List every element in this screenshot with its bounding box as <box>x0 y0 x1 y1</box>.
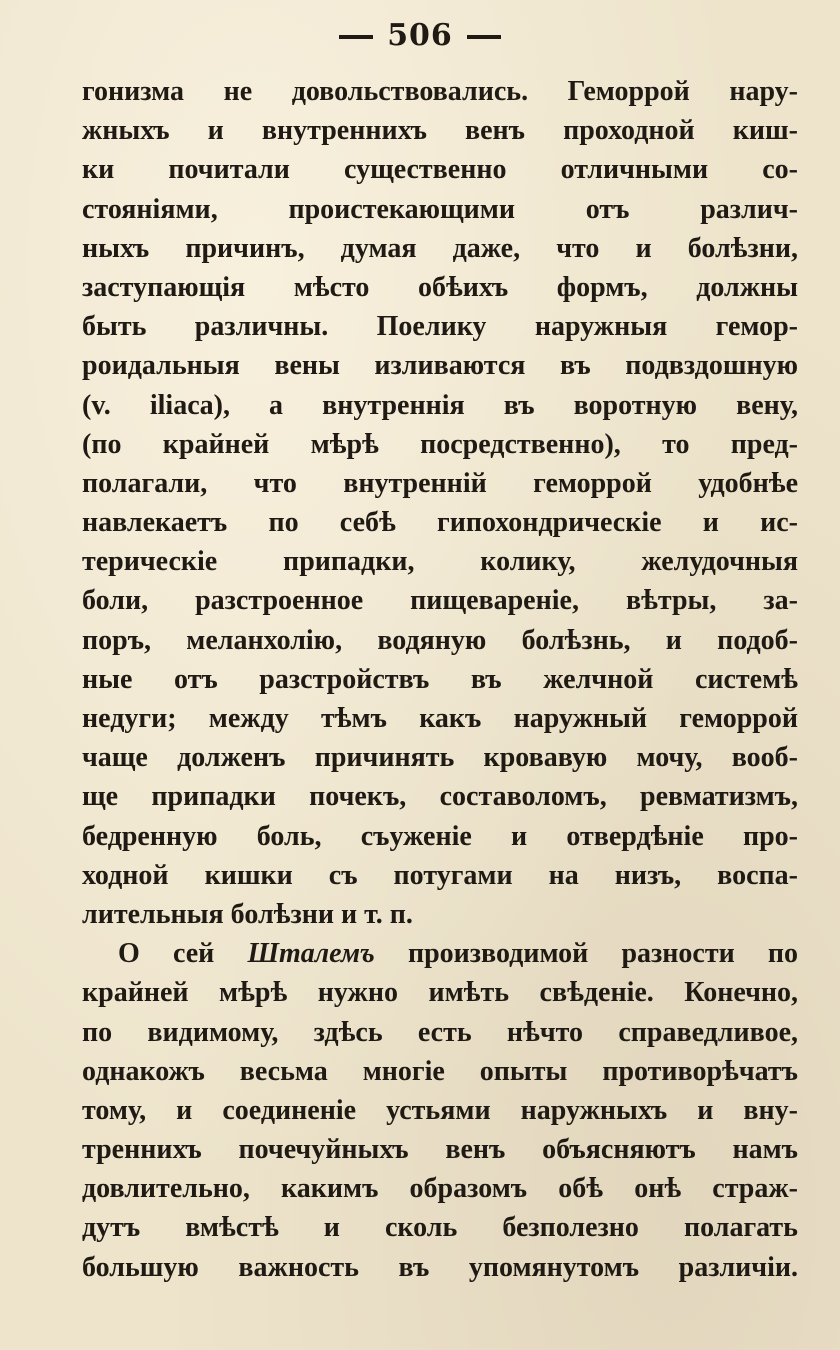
paragraph-2 <box>82 934 798 1287</box>
header-dash-right <box>467 35 501 39</box>
text-line: ные отъ разстройствъ въ желчной системѣ <box>82 663 798 695</box>
text-line: довлительно, какимъ образомъ обѣ онѣ страж- <box>82 1173 798 1205</box>
author-name: Шталемъ <box>247 938 375 970</box>
header-dash-left <box>339 35 373 39</box>
text-line: ныхъ причинъ, думая даже, что и болѣзни, <box>82 232 798 264</box>
text-line: гонизма не довольствовались. Геморрой нару- <box>82 76 798 107</box>
text-line: крайней мѣрѣ нужно имѣть свѣденіе. Конечно, <box>82 977 798 1009</box>
text-line: ще припадки почекъ, составоломъ, ревматизмъ, <box>82 781 798 813</box>
text-line-first <box>82 934 798 973</box>
text-line: роидальныя вены изливаются въ подвздошную <box>82 350 798 382</box>
text-line: дутъ вмѣстѣ и сколь безполезно полагать <box>82 1212 798 1244</box>
text-line: недуги; между тѣмъ какъ наружный геморрой <box>82 703 798 734</box>
text-line: лительныя болѣзни и т. п. <box>82 898 413 930</box>
text-line: поръ, меланхолію, водяную болѣзнь, и подоб- <box>82 624 798 656</box>
text-line: (по крайней мѣрѣ посредственно), то пред- <box>82 428 798 460</box>
text-line: боли, разстроенное пищевареніе, вѣтры, за- <box>82 585 798 617</box>
text-line: (v. iliaca), а внутреннія въ воротную вену, <box>82 389 798 421</box>
text-line: полагали, что внутренній геморрой удобнѣе <box>82 467 798 499</box>
text-run: производимой разности по <box>374 938 798 970</box>
text-line: чаще долженъ причинять кровавую мочу, вооб- <box>82 742 798 774</box>
text-line: навлекаетъ по себѣ гипохондрическіе и ис- <box>82 507 798 539</box>
text-line: ки почитали существенно отличными со- <box>82 154 798 186</box>
text-line: быть различны. Поелику наружныя гемор- <box>82 311 798 343</box>
page-number: 506 <box>387 18 453 53</box>
text-line: однакожъ весьма многіе опыты противорѣчатъ <box>82 1055 798 1087</box>
page-text <box>82 72 798 1287</box>
text-line: заступающія мѣсто обѣихъ формъ, должны <box>82 271 798 303</box>
text-line: по видимому, здѣсь есть нѣчто справедливое, <box>82 1016 798 1048</box>
text-line: ходной кишки съ потугами на низъ, воспа- <box>82 859 798 891</box>
text-line: стояніями, проистекающими отъ различ- <box>82 193 798 225</box>
paragraph-1 <box>82 72 798 934</box>
text-line: жныхъ и внутреннихъ венъ проходной киш- <box>82 115 798 147</box>
text-line: большую важность въ упомянутомъ различіи. <box>82 1251 798 1283</box>
text-line: треннихъ почечуйныхъ венъ объясняютъ намъ <box>82 1134 798 1166</box>
page-header <box>0 18 840 53</box>
text-line: тому, и соединеніе устьями наружныхъ и вну- <box>82 1094 798 1126</box>
text-line: терическіе припадки, колику, желудочныя <box>82 546 798 578</box>
text-run: О сей <box>118 938 248 970</box>
text-line: бедренную боль, съуженіе и отвердѣніе про- <box>82 820 798 852</box>
